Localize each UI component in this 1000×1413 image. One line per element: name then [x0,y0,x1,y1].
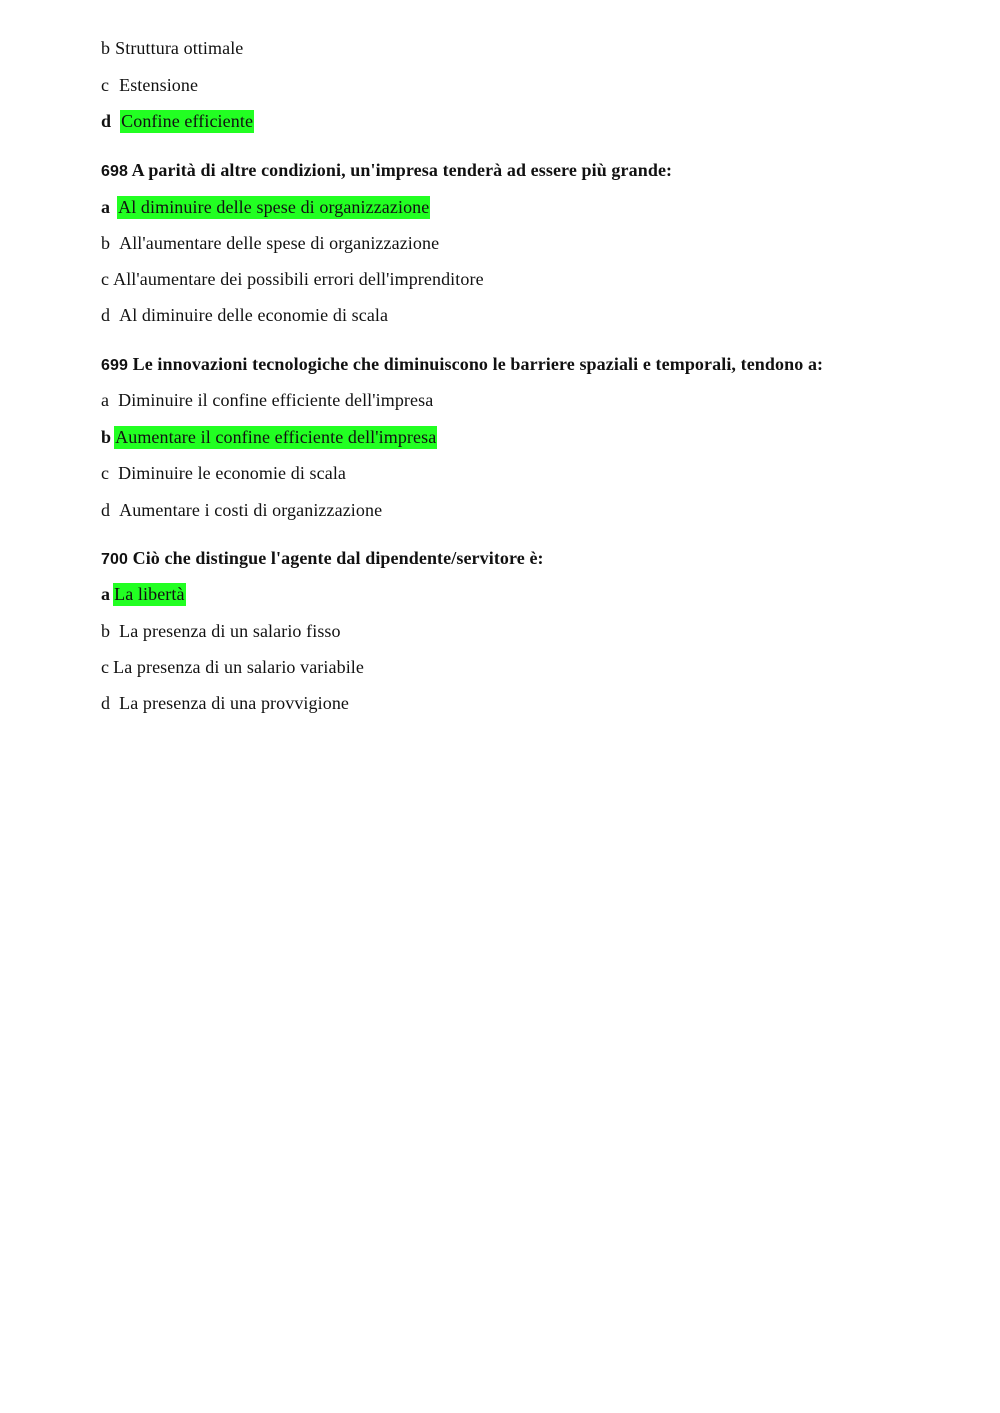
option-text: All'aumentare delle spese di organizzazione [119,233,440,253]
option-letter: b [101,38,111,58]
option-d [101,498,382,522]
option-c [101,655,364,679]
question-text: A parità di altre condizioni, un'impresa tenderà ad essere più grande: [131,160,673,180]
question-text: Le innovazioni tecnologiche che diminuiscono le barriere spaziali e temporali, tendono a: [132,354,824,374]
question-text: Ciò che distingue l'agente dal dipendente/servitore è: [132,548,544,568]
option-letter: a [101,584,111,604]
option-text: Al diminuire delle economie di scala [119,305,389,325]
option-b-correct [101,425,437,449]
option-letter: c [101,657,110,677]
option-b [101,36,243,60]
correct-answer-highlight: La libertà [114,584,185,604]
option-text: La presenza di un salario variabile [113,657,364,677]
option-letter: c [101,75,110,95]
question-number: 699 [101,357,128,374]
option-letter: c [101,269,110,289]
option-letter: b [101,427,112,447]
option-d [101,303,388,327]
question-699 [101,352,823,378]
question-number: 698 [101,163,128,180]
option-letter: b [101,621,111,641]
option-letter: d [101,111,112,131]
option-letter: c [101,463,110,483]
option-letter: d [101,500,111,520]
option-letter: b [101,233,111,253]
option-text: La presenza di una provvigione [119,693,350,713]
option-text: Aumentare i costi di organizzazione [119,500,383,520]
option-c [101,73,198,97]
option-d-correct [101,109,254,133]
correct-answer-highlight: Al diminuire delle spese di organizzazione [118,197,430,217]
option-letter: d [101,693,111,713]
option-c [101,461,346,485]
option-d [101,691,349,715]
option-letter: a [101,390,110,410]
correct-answer-highlight: Confine efficiente [121,111,254,131]
option-a-correct [101,582,186,606]
option-c [101,267,484,291]
option-a-correct [101,195,430,219]
option-b [101,231,439,255]
correct-answer-highlight: Aumentare il confine efficiente dell'impresa [115,427,437,447]
option-text: Diminuire le economie di scala [118,463,347,483]
option-letter: a [101,197,111,217]
option-text: La presenza di un salario fisso [119,621,341,641]
option-text: All'aumentare dei possibili errori dell'imprenditore [113,269,484,289]
question-number: 700 [101,551,128,568]
option-text: Struttura ottimale [115,38,244,58]
question-700 [101,546,544,572]
option-b [101,619,341,643]
option-a [101,388,433,412]
option-text: Estensione [119,75,199,95]
question-698 [101,158,672,184]
option-letter: d [101,305,111,325]
option-text: Diminuire il confine efficiente dell'impresa [118,390,434,410]
